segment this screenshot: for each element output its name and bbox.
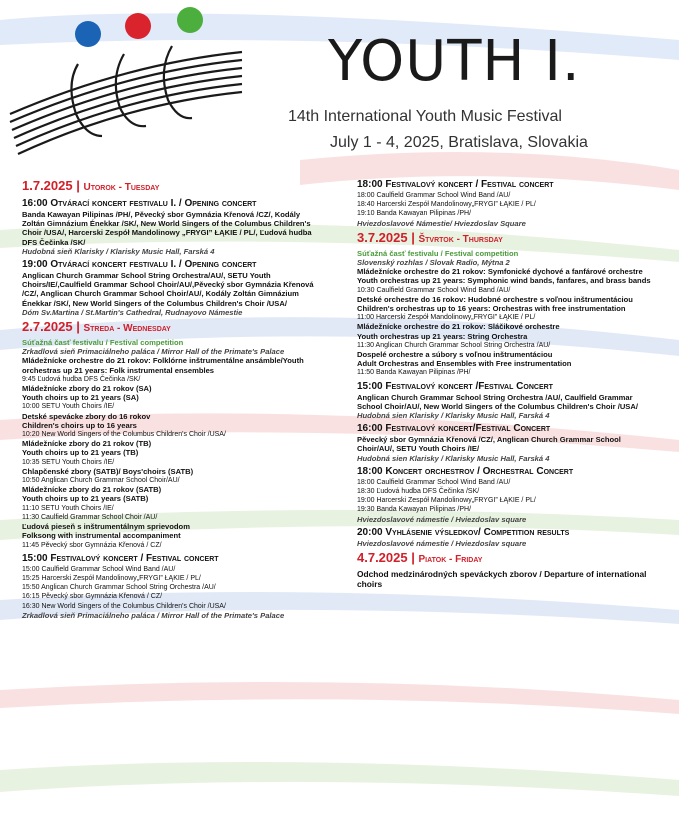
category-en: Youth orchestras up 21 years: Symphonic wind bands, fanfares, and brass bands — [357, 276, 651, 286]
festival-subtitle: 14th International Youth Music Festival — [288, 108, 562, 125]
category: Detské orchestre do 16 rokov: Hudobné orchestre s voľnou inštrumentáciou — [357, 294, 633, 304]
concert-venue: Zrkadlová sieň Primaciálneho paláca / Mirror Hall of the Primate's Palace — [22, 610, 285, 620]
concert-venue: Hviezdoslavové námestie / Hviezdoslav square — [357, 538, 527, 548]
concert-performers: Banda Kawayan Pilipinas /PH/, Pěvecký sbor Gymnázia Křenová /CZ/, Kodály Zoltán Gimnázium Énekkar /SK/, New World Singers of the Columbus Children's Choir /USA/, Harcerski Zespół Mandolinowy „FRYGI” ŁĄKIE / PL/, Ľudová hudba DFS Čečinka /SK/ — [22, 210, 312, 247]
category: Dospelé orchestre a súbory s voľnou inštrumentáciou — [357, 350, 553, 360]
category-en: Youth choirs up to 21 years (SATB) — [22, 494, 149, 504]
category: Chlapčenské zbory (SATB)/ Boys'choirs (SATB) — [22, 466, 194, 476]
category-en: Children's orchestras up to 16 years: Orchestras with free instrumentation — [357, 304, 626, 314]
competition-list — [22, 356, 322, 549]
day-heading-2: 2.7.2025 | Streda - Wednesday — [22, 319, 171, 335]
competition-list — [357, 267, 657, 377]
performer: 18:00 Caulfield Grammar School Wind Band /AU/ — [357, 478, 511, 486]
performer: 19:00 Harcerski Zespół Mandolinowy„FRYGI” ŁĄKIE / PL/ — [357, 497, 536, 505]
performer: 11:30 Anglican Church Grammar School String Orchestra /AU/ — [357, 341, 551, 349]
day-heading-4: 4.7.2025 | Piatok - Friday — [357, 550, 483, 566]
category: Mládežnícke orchestre do 21 rokov: Symfonické dychové a fanfárové orchestre — [357, 267, 643, 277]
competition-venue: Zrkadlová sieň Primaciálneho paláca / Mirror Hall of the Primate's Palace — [22, 347, 285, 357]
category: Mládežnícke orchestre do 21 rokov: Sláčikové orchestre — [357, 322, 560, 332]
performer: 11:00 Harcerski Zespół Mandolinowy„FRYGI” ŁĄKIE / PL/ — [357, 314, 536, 322]
program-left-column — [22, 176, 322, 620]
performer: 16:30 New World Singers of the Columbus Children's Choir /USA/ — [22, 602, 226, 610]
category-en: Adult Orchestras and Ensembles with Free instrumentation — [357, 359, 572, 369]
concert-performers: Anglican Church Grammar School String Orchestra/AU/, SETU Youth Choirs/IE/,Caulfield Grammar School Choir/AU/,Pěvecký sbor Gymnázia Křenová /CZ/, Anglican Church Grammar School Choir/AU/, Kodály Zoltán Gimnázium Énekkar /SK/, New World Singers of the Columbus Children's Choir /USA/ — [22, 271, 314, 308]
performer: 11:45 Pěvecký sbor Gymnázia Křenová / CZ/ — [22, 541, 162, 549]
performer: 18:30 Ľudová hudba DFS Čečinka /SK/ — [357, 488, 480, 496]
concert-performers: Pěvecký sbor Gymnázia Křenová /CZ/, Anglican Church Grammar School Choir/AU/, SETU Youth Choirs /IE/ — [357, 435, 621, 454]
concert-heading: 18:00 Festivalový koncert / Festival concert — [357, 179, 554, 190]
performer: 18:00 Caulfield Grammar School Wind Band /AU/ — [357, 192, 511, 199]
concert-venue: Dóm Sv.Martina / St.Martin's Cathedral, Rudnayovo Námestie — [22, 307, 243, 317]
concert-heading: 15:00 Festivalový koncert /Festival Concert — [357, 380, 553, 392]
competition-venue: Slovenský rozhlas / Slovak Radio, Mýtna 2 — [357, 258, 510, 268]
category-en: Youth choirs up to 21 years (SA) — [22, 393, 139, 403]
day-heading-3: 3.7.2025 | Štvrtok - Thursday — [357, 229, 503, 245]
category-en: Children's choirs up to 16 years — [22, 420, 137, 430]
category: Ľudová pieseň s inštrumentálnym sprievodom — [22, 522, 190, 532]
category: Mládežnícke zbory do 21 rokov (SATB) — [22, 485, 162, 495]
category: Mládežnícke zbory do 21 rokov (SA) — [22, 384, 152, 394]
performer: 16:15 Pěvecký sbor Gymnázia Křenová / CZ/ — [22, 593, 163, 601]
day-heading-1: 1.7.2025 | Utorok - Tuesday — [22, 178, 160, 193]
performer: 10:00 SETU Youth Choirs /IE/ — [22, 403, 115, 411]
concert-heading: 16:00 Otvárací koncert festivalu I. / Opening concert — [22, 198, 257, 209]
concert-venue: Hudobná sieň Klarisky / Klarisky Music Hall, Farská 4 — [22, 246, 215, 256]
festival-logo — [6, 4, 246, 164]
concert-venue: Hudobná sien Klarisky / Klarisky Music Hall, Farská 4 — [357, 411, 550, 421]
concert-venue: Hviezdoslavové námestie / Hviezdoslav square — [357, 514, 527, 524]
festival-title: YOUTH I. — [328, 29, 581, 94]
competition-label: Súťažná časť festivalu / Festival competition — [357, 248, 519, 258]
category: Detské spevácke zbory do 16 rokov — [22, 411, 151, 421]
category: Mládežnícke orchestre do 21 rokov: Folklórne inštrumentálne ansámble/Youth orchestras up 21 years: Folk instrumental ensembles — [22, 356, 304, 375]
concert-venue: Hviezdoslavové Námestie/ Hviezdoslav Square — [357, 218, 526, 228]
performer: 15:25 Harcerski Zespół Mandolinowy„FRYGI” ŁĄKIE / PL/ — [22, 574, 201, 582]
category: Mládežnícke zbory do 21 rokov (TB) — [22, 439, 152, 449]
performer: 10:35 SETU Youth Choirs /IE/ — [22, 458, 115, 466]
performer: 10:50 Anglican Church Grammar School Choir/AU/ — [22, 477, 180, 485]
concert-heading: 18:00 Koncert orchestrov / Orchestral Concert — [357, 465, 574, 477]
performer: 19:10 Banda Kawayan Pilipinas /PH/ — [357, 210, 472, 218]
category-en: Folksong with instrumental accompaniment — [22, 531, 181, 541]
category-en: Youth choirs up to 21 years (TB) — [22, 448, 139, 458]
concert-heading: 16:00 Festivalový koncert/Festival Concert — [357, 423, 551, 435]
concert-performers: Anglican Church Grammar School String Orchestra /AU/, Caulfield Grammar School Choir/AU/, New World Singers of the Columbus Children's Choir /USA/ — [357, 392, 638, 411]
performer: 15:00 Caulfield Grammar School Wind Band /AU/ — [22, 565, 176, 573]
performer: 10:20 New World Singers of the Columbus Children's Choir /USA/ — [22, 431, 226, 439]
concert-heading: 15:00 Festivalový koncert / Festival concert — [22, 552, 219, 564]
performer: 10:30 Caulfield Grammar School Wind Band /AU/ — [357, 286, 511, 294]
concert-heading: 20:00 Vyhlásenie výsledkov/ Competition results — [357, 526, 570, 538]
category-en: Youth orchestras up 21 years: String Orchestra — [357, 331, 528, 341]
competition-label: Súťažná časť festivalu / Festival competition — [22, 338, 184, 348]
performer: 18:40 Harcerski Zespół Mandolinowy„FRYGI” ŁĄKIE / PL/ — [357, 201, 536, 209]
concert-venue: Hudobná sien Klarisky / Klarisky Music Hall, Farská 4 — [357, 453, 550, 463]
performer: 19:30 Banda Kawayan Pilipinas /PH/ — [357, 506, 472, 514]
program-right-column — [357, 176, 657, 589]
performer: 15:50 Anglican Church Grammar School String Orchestra /AU/ — [22, 584, 216, 592]
performer: 11:10 SETU Youth Choirs /IE/ — [22, 504, 114, 512]
festival-dates: July 1 - 4, 2025, Bratislava, Slovakia — [330, 134, 588, 151]
performer: 9:45 Ľudová hudba DFS Čečinka /SK/ — [22, 375, 141, 383]
concert-heading: 19:00 Otvárací koncert festivalu I. / Opening concert — [22, 259, 257, 271]
performer: 11:50 Banda Kawayan Pilipinas /PH/ — [357, 369, 471, 377]
departure-note: Odchod medzinárodných speváckych zborov / Departure of international choirs — [357, 569, 647, 590]
performer: 11:30 Caulfield Grammar School Choir /AU/ — [22, 513, 158, 521]
